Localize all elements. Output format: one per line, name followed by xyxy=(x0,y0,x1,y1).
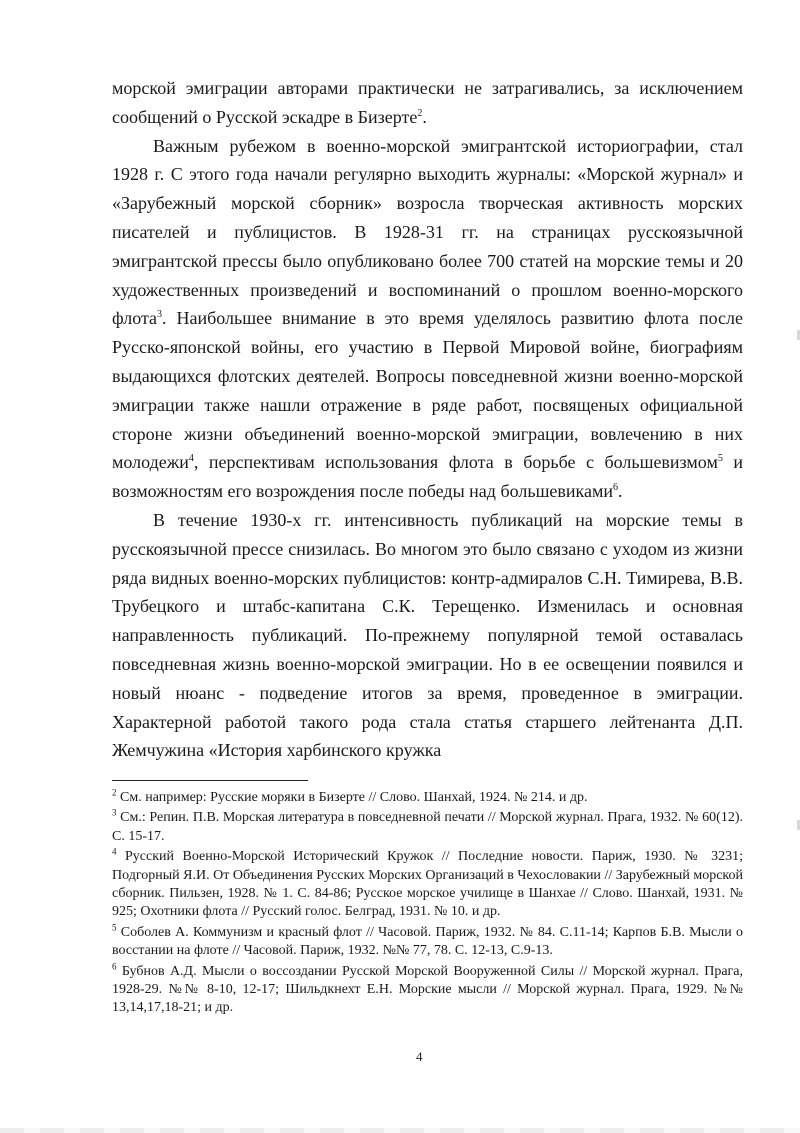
footnote-number: 4 xyxy=(112,846,117,857)
main-text xyxy=(112,74,743,765)
paragraph-text: . xyxy=(422,106,427,127)
footnote-text: Русский Военно-Морской Исторический Кружок // Последние новости. Париж, 1930. № 3231; Подгорный Я.И. От Объединения Русских Морских Организаций в Чехословакии // Зарубежный морской сборник. Пильзен, 1928. № 1. С. 84-86; Русское морское училище в Шанхае // Слово. Шанхай, 1931. № 925; Охотники флота // Русский голос. Белград, 1931. № 10. и др. xyxy=(112,849,744,920)
footnote xyxy=(112,963,743,1018)
footnote-reference: 4 xyxy=(188,453,194,465)
footnote xyxy=(112,789,743,807)
paragraph-text: Важным рубежом в военно-морской эмигрантской историографии, стал 1928 г. С этого года начали регулярно выходить журналы: «Морской журнал» и «Зарубежный морской сборник» возросла творческая активность морских писателей и публицистов. В 1928-31 гг. на страницах русскоязычной эмигрантской прессы было опубликовано более 700 статей на морские темы и 20 художественных произведений и воспоминаний о прошлом военно-морского флота xyxy=(112,135,743,329)
scan-bottom-strip xyxy=(0,1128,800,1133)
paragraph-text: . xyxy=(618,481,623,502)
paragraph-text: . Наибольшее внимание в это время уделялось развитию флота после Русско-японской войны, его участию в Первой Мировой войне, биографиям выдающихся флотских деятелей. Вопросы повседневной жизни военно-морской эмиграции также нашли отражение в ряде работ, посвященых официальной стороне жизни объединений военно-морской эмиграции, вовлечению в них молодежи xyxy=(112,308,743,473)
paragraph xyxy=(112,74,743,132)
paragraph-text: , перспективам использования флота в борьбе с большевизмом xyxy=(193,452,718,473)
footnote-text: См.: Репин. П.В. Морская литература в повседневной печати // Морской журнал. Прага, 1932. № 60(12). С. 15-17. xyxy=(112,810,744,844)
paragraph-text: морской эмиграции авторами практически не затрагивались, за исключением сообщений о Русской эскадре в Бизерте xyxy=(112,78,743,127)
footnote xyxy=(112,809,743,846)
footnote xyxy=(112,924,743,961)
footnote-text: Соболев А. Коммунизм и красный флот // Часовой. Париж, 1932. № 84. С.11-14; Карпов Б.В. Мысли о восстании на флоте // Часовой. Париж, 1932. №№ 77, 78. С. 12-13, С.9-13. xyxy=(112,924,743,959)
footnote-reference: 2 xyxy=(417,107,423,119)
footnote-reference: 6 xyxy=(613,482,619,494)
footnote-reference: 5 xyxy=(717,453,723,465)
footnote-number: 6 xyxy=(112,961,117,971)
paragraph xyxy=(112,132,743,506)
footnote-reference: 3 xyxy=(157,309,163,321)
footnote-number: 2 xyxy=(112,787,117,798)
page-number: 4 xyxy=(416,1049,423,1064)
footnote-text: Бубнов А.Д. Мысли о воссоздании Русской Морской Вооруженной Силы // Морской журнал. Прага, 1928-29. №№ 8-10, 12-17; Шильдкнехт Е.Н. Морские мысли // Морской журнал. Прага, 1929. №№ 13,14,17,18-21; и др. xyxy=(112,963,743,1016)
footnote xyxy=(112,848,743,922)
body-text xyxy=(112,74,743,765)
footnote-number: 5 xyxy=(112,922,117,933)
footnote-text: См. например: Русские моряки в Бизерте // Слово. Шанхай, 1924. № 214. и др. xyxy=(120,790,588,805)
paragraph xyxy=(112,506,743,765)
footnotes xyxy=(112,789,743,1020)
footnote-separator xyxy=(112,780,308,781)
paragraph-text: В течение 1930-х гг. интенсивность публикаций на морские темы в русскоязычной прессе снизилась. Во многом это было связано с уходом из жизни ряда видных военно-морских публицистов: контр-адмиралов С.Н. Тимирева, В.В. Трубецкого и штабс-капитана С.К. Терещенко. Изменилась и основная направленность публикаций. По-прежнему популярной темой оставалась повседневная жизнь военно-морской эмиграции. Но в ее освещении появился и новый нюанс - подведение итогов за время, проведенное в эмиграции. Характерной работой такого рода стала статья старшего лейтенанта Д.П. Жемчужина «История харбинского кружка xyxy=(112,509,743,761)
footnote-number: 3 xyxy=(112,807,117,818)
paragraph-text: и возможностям его возрождения после победы над большевиками xyxy=(112,452,743,502)
